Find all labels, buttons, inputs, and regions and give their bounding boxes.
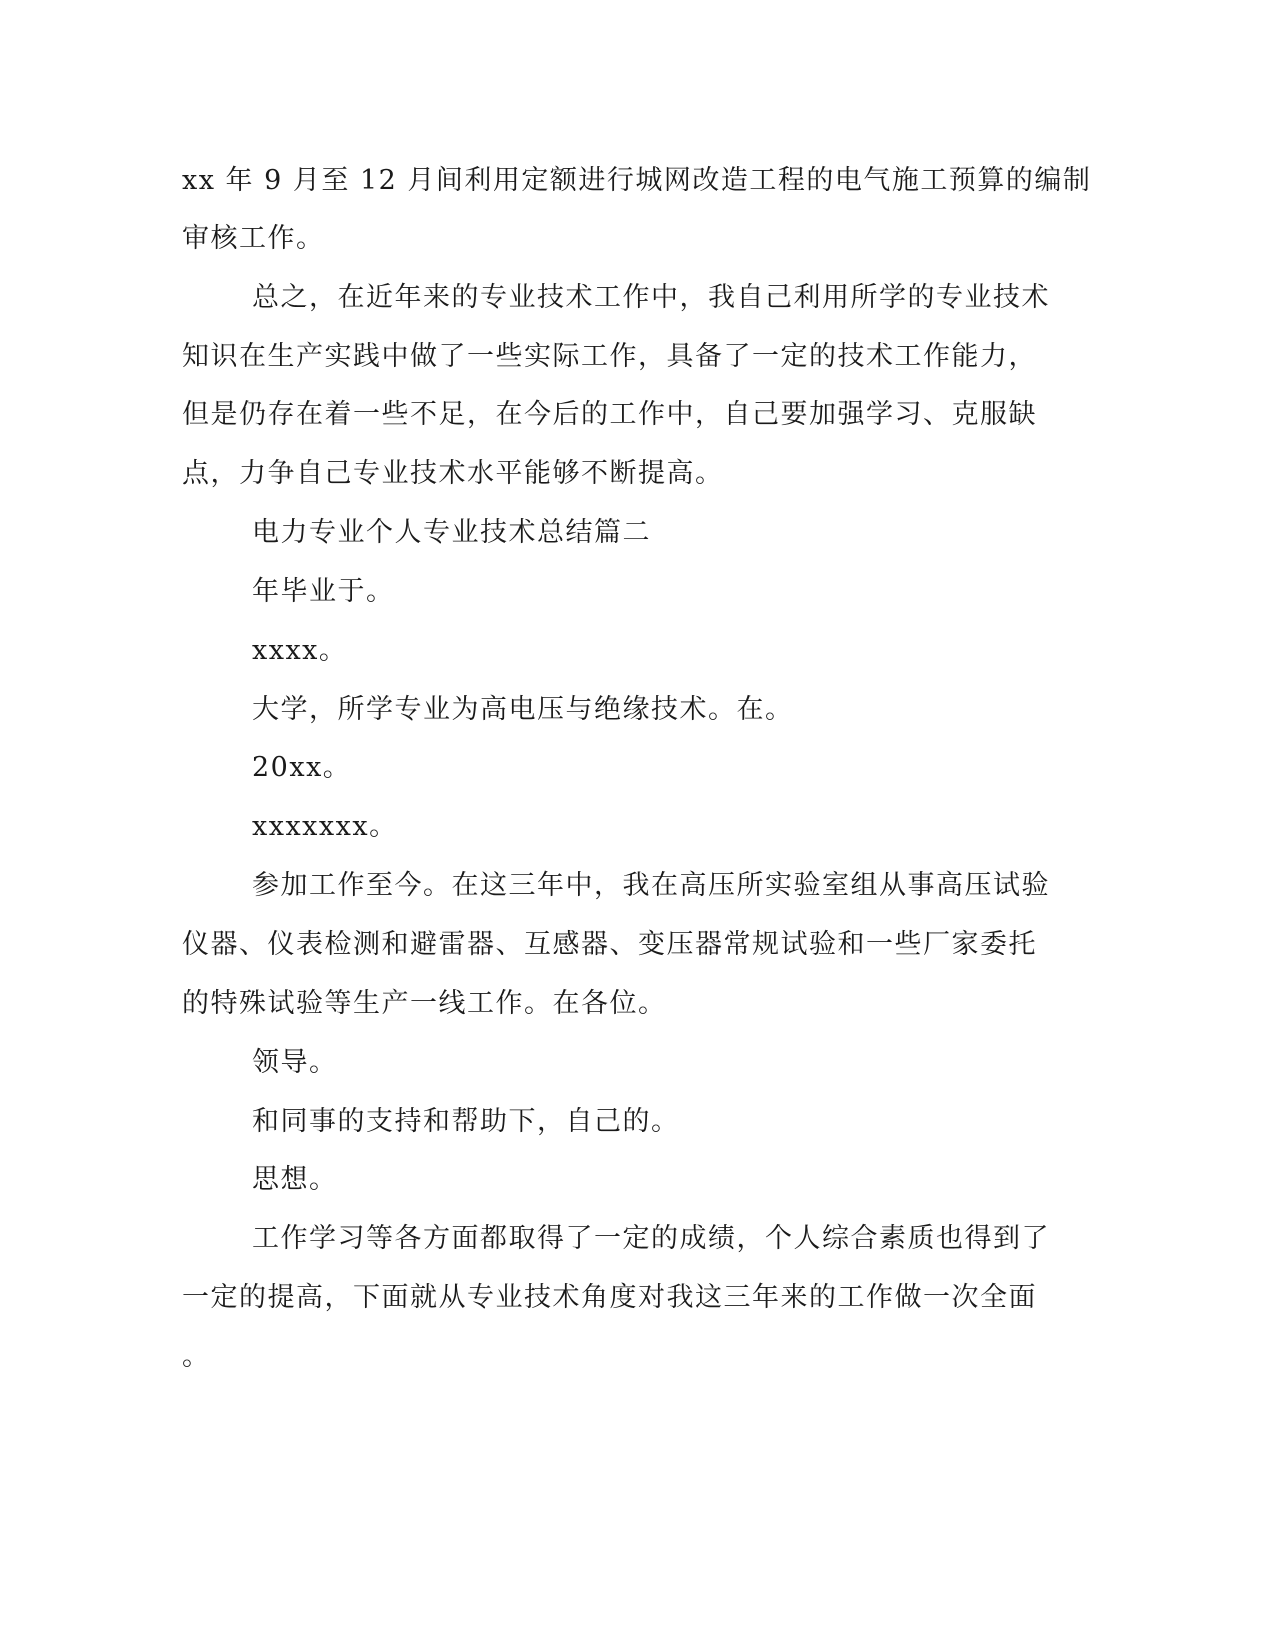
text-line: 一定的提高，下面就从专业技术角度对我这三年来的工作做一次全面 (182, 1282, 1037, 1313)
text-line: xx 年 9 月至 12 月间利用定额进行城网改造工程的电气施工预算的编制 (182, 165, 1092, 196)
paragraph-first-line: 大学，所学专业为高电压与绝缘技术。在。 (252, 694, 794, 725)
paragraph-first-line: 参加工作至今。在这三年中，我在高压所实验室组从事高压试验 (252, 870, 1050, 901)
paragraph-first-line: 思想。 (252, 1164, 338, 1195)
paragraph-first-line: 年毕业于。 (252, 576, 395, 607)
text-line: 审核工作。 (182, 223, 325, 254)
paragraph-first-line: 领导。 (252, 1047, 338, 1078)
section-heading: 电力专业个人专业技术总结篇二 (252, 517, 651, 548)
text-line: 的特殊试验等生产一线工作。在各位。 (182, 988, 667, 1019)
text-line: 点，力争自己专业技术水平能够不断提高。 (182, 458, 724, 489)
text-line: 知识在生产实践中做了一些实际工作，具备了一定的技术工作能力， (182, 341, 1037, 372)
paragraph-first-line: 和同事的支持和帮助下，自己的。 (252, 1106, 680, 1137)
text-line: 但是仍存在着一些不足，在今后的工作中，自己要加强学习、克服缺 (182, 399, 1037, 430)
paragraph-first-line: 总之，在近年来的专业技术工作中，我自己利用所学的专业技术 (252, 282, 1050, 313)
text-line: 仪器、仪表检测和避雷器、互感器、变压器常规试验和一些厂家委托 (182, 929, 1037, 960)
paragraph-first-line: 20xx。 (252, 752, 352, 783)
paragraph-first-line: xxxx。 (252, 635, 348, 666)
paragraph-first-line: 工作学习等各方面都取得了一定的成绩，个人综合素质也得到了 (252, 1223, 1050, 1254)
paragraph-first-line: xxxxxxx。 (252, 811, 398, 842)
text-line: 。 (182, 1341, 211, 1372)
